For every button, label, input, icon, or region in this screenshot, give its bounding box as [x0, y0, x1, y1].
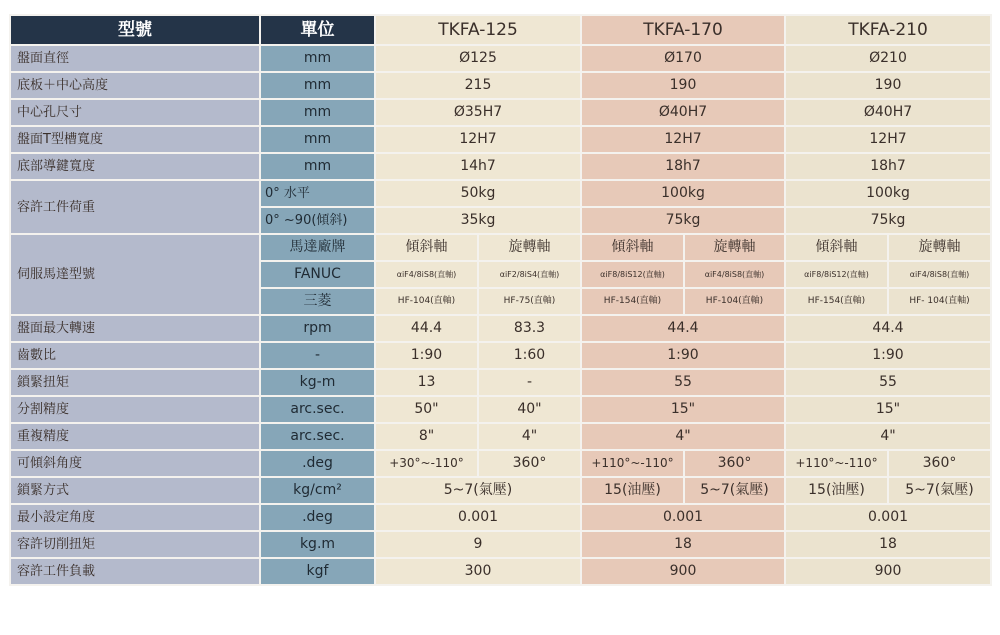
cell-value: +110°~-110°	[785, 450, 888, 477]
row-unit: mm	[260, 153, 375, 180]
cell-value: 1:90	[375, 342, 478, 369]
cell-value: 4"	[478, 423, 581, 450]
row-unit: 0° ~90(傾斜)	[260, 207, 375, 234]
cell-value: 18	[785, 531, 991, 558]
row-unit: kg.m	[260, 531, 375, 558]
cell-value: 傾斜軸	[785, 234, 888, 261]
cell-value: 0.001	[375, 504, 581, 531]
cell-value: -	[478, 369, 581, 396]
cell-value: 12H7	[581, 126, 785, 153]
cell-value: 13	[375, 369, 478, 396]
cell-value: 15(油壓)	[785, 477, 888, 504]
cell-value: αiF8/8iS12(直軸)	[785, 261, 888, 288]
row-label: 盤面直徑	[10, 45, 260, 72]
spec-table-container	[9, 14, 990, 618]
cell-value: 50"	[375, 396, 478, 423]
row-unit: .deg	[260, 504, 375, 531]
cell-value: 215	[375, 72, 581, 99]
unit-header: 單位	[260, 15, 375, 45]
cell-value: 100kg	[581, 180, 785, 207]
cell-value: 18	[581, 531, 785, 558]
table-row	[10, 342, 991, 369]
row-label: 盤面T型槽寬度	[10, 126, 260, 153]
row-label: 容許工件荷重	[10, 180, 260, 234]
cell-value: 4"	[581, 423, 785, 450]
cell-value: Ø35H7	[375, 99, 581, 126]
table-row	[10, 477, 991, 504]
cell-value: 5~7(氣壓)	[888, 477, 991, 504]
table-row	[10, 504, 991, 531]
row-unit: -	[260, 342, 375, 369]
cell-value: 44.4	[581, 315, 785, 342]
row-unit: arc.sec.	[260, 423, 375, 450]
row-label: 分割精度	[10, 396, 260, 423]
cell-value: 40"	[478, 396, 581, 423]
model-col-210: TKFA-210	[785, 15, 991, 45]
cell-value: 旋轉軸	[478, 234, 581, 261]
model-col-170: TKFA-170	[581, 15, 785, 45]
cell-value: 4"	[785, 423, 991, 450]
cell-value: 300	[375, 558, 581, 585]
cell-value: HF-154(直軸)	[581, 288, 684, 315]
row-unit: mm	[260, 126, 375, 153]
cell-value: 75kg	[581, 207, 785, 234]
cell-value: 35kg	[375, 207, 581, 234]
table-row	[10, 369, 991, 396]
table-row	[10, 558, 991, 585]
cell-value: 900	[581, 558, 785, 585]
cell-value: 8"	[375, 423, 478, 450]
row-label: 底板＋中心高度	[10, 72, 260, 99]
table-row	[10, 396, 991, 423]
row-label: 最小設定角度	[10, 504, 260, 531]
table-row	[10, 126, 991, 153]
table-row	[10, 180, 991, 207]
cell-value: Ø170	[581, 45, 785, 72]
cell-value: 44.4	[785, 315, 991, 342]
row-unit: kg/cm²	[260, 477, 375, 504]
cell-value: 0.001	[785, 504, 991, 531]
cell-value: 旋轉軸	[888, 234, 991, 261]
cell-value: αiF8/8iS12(直軸)	[581, 261, 684, 288]
cell-value: HF-104(直軸)	[375, 288, 478, 315]
cell-value: Ø210	[785, 45, 991, 72]
row-label: 底部導鍵寬度	[10, 153, 260, 180]
cell-value: 14h7	[375, 153, 581, 180]
cell-value: HF- 104(直軸)	[888, 288, 991, 315]
cell-value: +30°~-110°	[375, 450, 478, 477]
cell-value: 44.4	[375, 315, 478, 342]
cell-value: 360°	[478, 450, 581, 477]
row-label: 鎖緊扭矩	[10, 369, 260, 396]
cell-value: 190	[581, 72, 785, 99]
row-label: 容許切削扭矩	[10, 531, 260, 558]
table-row	[10, 99, 991, 126]
table-row	[10, 423, 991, 450]
cell-value: Ø125	[375, 45, 581, 72]
row-unit: 三菱	[260, 288, 375, 315]
row-label: 重複精度	[10, 423, 260, 450]
row-unit: kgf	[260, 558, 375, 585]
row-unit: rpm	[260, 315, 375, 342]
cell-value: 9	[375, 531, 581, 558]
cell-value: 50kg	[375, 180, 581, 207]
table-row	[10, 234, 991, 261]
cell-value: 190	[785, 72, 991, 99]
header-row	[10, 15, 991, 45]
cell-value: 55	[581, 369, 785, 396]
cell-value: 75kg	[785, 207, 991, 234]
table-row	[10, 45, 991, 72]
table-row	[10, 450, 991, 477]
cell-value: 15(油壓)	[581, 477, 684, 504]
row-label: 伺服馬達型號	[10, 234, 260, 315]
model-header: 型號	[10, 15, 260, 45]
cell-value: 83.3	[478, 315, 581, 342]
model-col-125: TKFA-125	[375, 15, 581, 45]
cell-value: 5~7(氣壓)	[684, 477, 785, 504]
row-unit: mm	[260, 99, 375, 126]
cell-value: 旋轉軸	[684, 234, 785, 261]
table-row	[10, 315, 991, 342]
cell-value: 360°	[888, 450, 991, 477]
cell-value: 55	[785, 369, 991, 396]
cell-value: αiF4/8iS8(直軸)	[684, 261, 785, 288]
cell-value: 0.001	[581, 504, 785, 531]
cell-value: 100kg	[785, 180, 991, 207]
cell-value: Ø40H7	[785, 99, 991, 126]
cell-value: Ø40H7	[581, 99, 785, 126]
row-label: 齒數比	[10, 342, 260, 369]
row-label: 容許工件負載	[10, 558, 260, 585]
cell-value: HF-75(直軸)	[478, 288, 581, 315]
cell-value: 12H7	[785, 126, 991, 153]
row-label: 盤面最大轉速	[10, 315, 260, 342]
row-unit: 馬達廠牌	[260, 234, 375, 261]
cell-value: +110°~-110°	[581, 450, 684, 477]
cell-value: αiF4/8iS8(直軸)	[375, 261, 478, 288]
row-unit: mm	[260, 72, 375, 99]
cell-value: 1:90	[785, 342, 991, 369]
row-unit: arc.sec.	[260, 396, 375, 423]
spec-table	[9, 14, 992, 586]
table-row	[10, 153, 991, 180]
cell-value: 900	[785, 558, 991, 585]
cell-value: 傾斜軸	[581, 234, 684, 261]
row-unit: 0° 水平	[260, 180, 375, 207]
table-row	[10, 531, 991, 558]
row-unit: .deg	[260, 450, 375, 477]
row-unit: kg-m	[260, 369, 375, 396]
cell-value: 1:60	[478, 342, 581, 369]
cell-value: 15"	[581, 396, 785, 423]
cell-value: 15"	[785, 396, 991, 423]
cell-value: 5~7(氣壓)	[375, 477, 581, 504]
cell-value: 傾斜軸	[375, 234, 478, 261]
cell-value: 12H7	[375, 126, 581, 153]
row-unit: FANUC	[260, 261, 375, 288]
cell-value: 360°	[684, 450, 785, 477]
cell-value: HF-154(直軸)	[785, 288, 888, 315]
row-label: 鎖緊方式	[10, 477, 260, 504]
cell-value: αiF2/8iS4(直軸)	[478, 261, 581, 288]
row-label: 中心孔尺寸	[10, 99, 260, 126]
table-row	[10, 72, 991, 99]
cell-value: αiF4/8iS8(直軸)	[888, 261, 991, 288]
cell-value: 18h7	[581, 153, 785, 180]
cell-value: 18h7	[785, 153, 991, 180]
row-label: 可傾斜角度	[10, 450, 260, 477]
cell-value: 1:90	[581, 342, 785, 369]
row-unit: mm	[260, 45, 375, 72]
cell-value: HF-104(直軸)	[684, 288, 785, 315]
